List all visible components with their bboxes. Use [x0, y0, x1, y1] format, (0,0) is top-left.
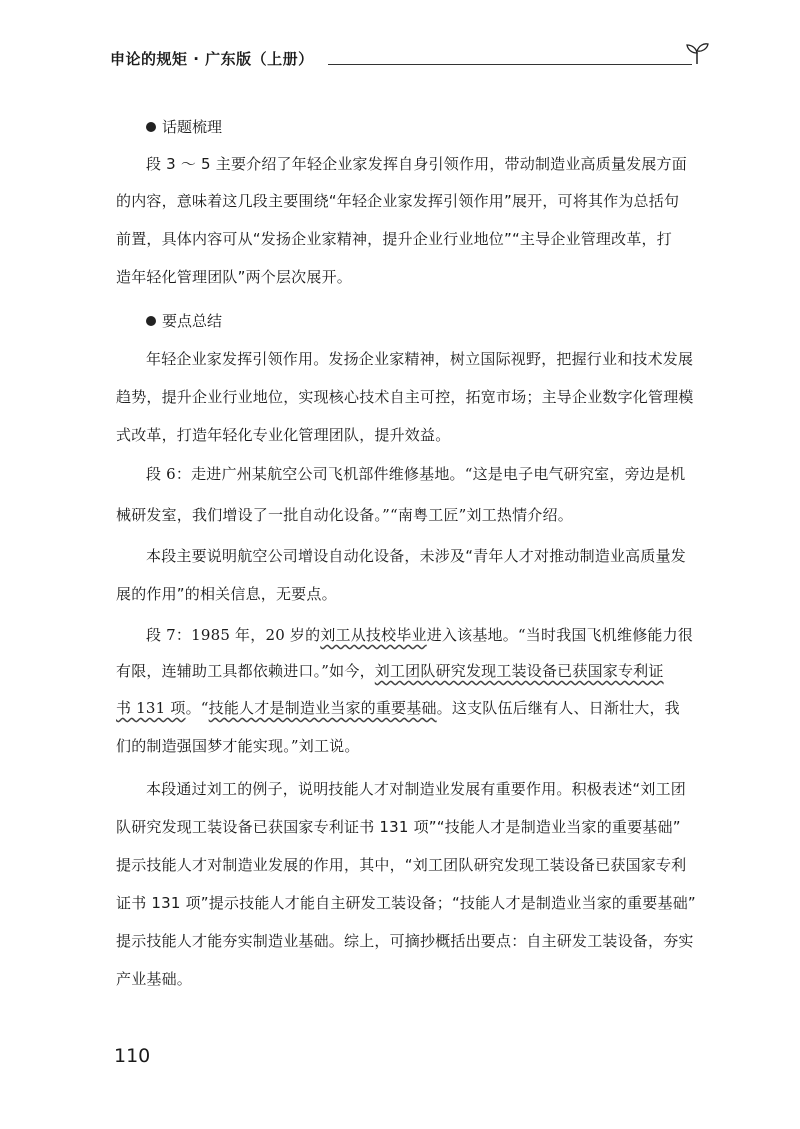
wavy-underlined-text: 技能人才是制造业当家的重要基础 — [208, 699, 437, 717]
quoted-line: 书 131 项。“技能人才是制造业当家的重要基础。这支队伍后继有人、日渐壮大，我 — [116, 699, 680, 717]
wavy-underlined-text: 刘工从技校毕业 — [320, 626, 427, 644]
text-line: 的内容，意味着这几段主要围绕“年轻企业家发挥引领作用”展开，可将其作为总括句 — [116, 192, 680, 210]
sprout-icon — [684, 40, 710, 66]
page-header — [110, 44, 710, 74]
wavy-underlined-text: 书 131 项 — [116, 699, 186, 717]
text-line: 队研究发现工装设备已获国家专利证书 131 项”“技能人才是制造业当家的重要基础” — [116, 818, 681, 836]
text-line: 段 3 ～ 5 主要介绍了年轻企业家发挥自身引领作用，带动制造业高质量发展方面 — [146, 155, 687, 173]
page-number: 110 — [114, 1045, 151, 1067]
text-line: 展的作用”的相关信息，无要点。 — [116, 585, 337, 603]
text-line: 造年轻化管理团队”两个层次展开。 — [116, 268, 352, 286]
text-line: 趋势，提升企业行业地位，实现核心技术自主可控，拓宽市场；主导企业数字化管理模 — [116, 388, 694, 406]
book-title: 申论的规矩 · 广东版（上册） — [110, 50, 314, 68]
text-line: 本段通过刘工的例子，说明技能人才对制造业发展有重要作用。积极表述“刘工团 — [146, 780, 686, 798]
bullet-icon — [146, 316, 156, 326]
text-line: 年轻企业家发挥引领作用。发扬企业家精神，树立国际视野，把握行业和技术发展 — [146, 350, 694, 368]
text-line: 提示技能人才对制造业发展的作用，其中，“刘工团队研究发现工装设备已获国家专利 — [116, 856, 687, 874]
text-line: 提示技能人才能夯实制造业基础。综上，可摘抄概括出要点：自主研发工装设备，夯实 — [116, 932, 694, 950]
wavy-underlined-text: 刘工团队研究发现工装设备已获国家专利证 — [374, 662, 664, 680]
header-rule — [328, 64, 692, 65]
text-line: 本段主要说明航空公司增设自动化设备，未涉及“青年人才对推动制造业高质量发 — [146, 547, 686, 565]
quoted-line: 段 6：走进广州某航空公司飞机部件维修基地。“这是电子电气研究室，旁边是机 — [146, 465, 686, 483]
quoted-line: 有限，连辅助工具都依赖进口。”如今，刘工团队研究发现工装设备已获国家专利证 — [116, 662, 664, 680]
quoted-line: 们的制造强国梦才能实现。”刘工说。 — [116, 737, 360, 755]
text-line: 产业基础。 — [116, 970, 193, 988]
section-heading-summary: 要点总结 — [146, 310, 222, 331]
text-line: 前置，具体内容可从“发扬企业家精神，提升企业行业地位”“主导企业管理改革，打 — [116, 230, 672, 248]
text-line: 证书 131 项”提示技能人才能自主研发工装设备；“技能人才是制造业当家的重要基础” — [116, 894, 696, 912]
text-line: 式改革，打造年轻化专业化管理团队，提升效益。 — [116, 426, 451, 444]
bullet-icon — [146, 122, 156, 132]
section-heading-topic: 话题梳理 — [146, 116, 222, 137]
quoted-line: 械研发室，我们增设了一批自动化设备。”“南粤工匠”刘工热情介绍。 — [116, 506, 573, 524]
quoted-line: 段 7：1985 年，20 岁的刘工从技校毕业进入该基地。“当时我国飞机维修能力很 — [146, 626, 693, 644]
